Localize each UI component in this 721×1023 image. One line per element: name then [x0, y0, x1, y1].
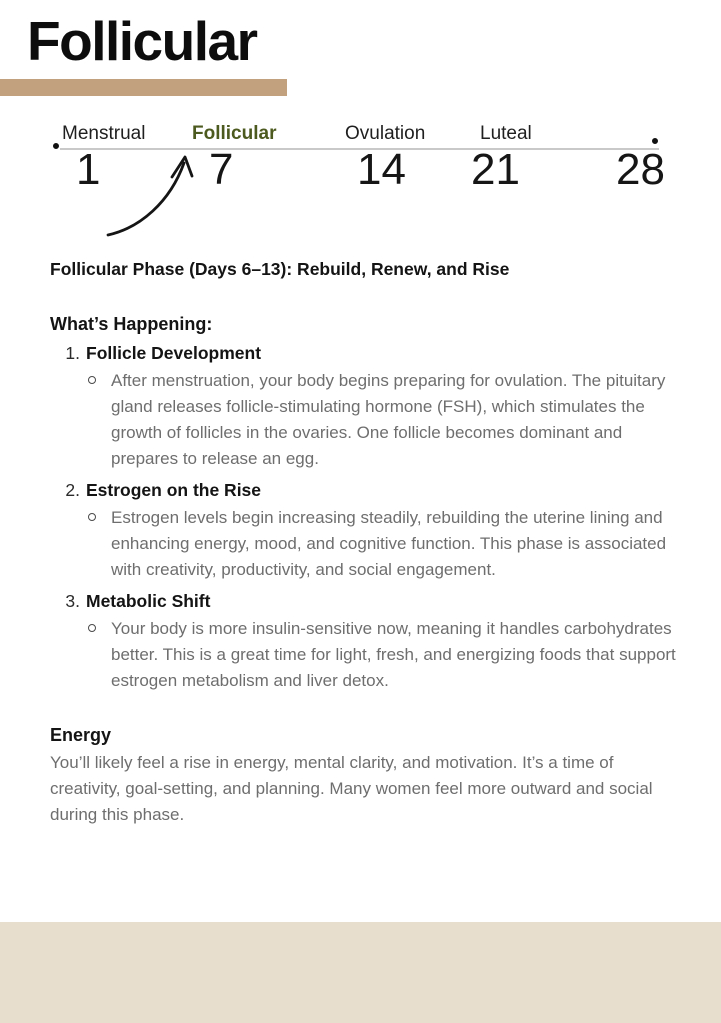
list-item-title: Estrogen on the Rise: [86, 480, 262, 500]
footer-accent-block: [0, 922, 721, 1023]
timeline-day-1: 1: [76, 145, 101, 194]
list-item-body: After menstruation, your body begins preparing for ovulation. The pituitary gland releases follicle-stimulating hormone (FSH), which stimulates the growth of follicles in the ovaries. One follicle becomes dominant and prepares to release an egg.: [111, 371, 666, 468]
list-item-body: Estrogen levels begin increasing steadily, rebuilding the uterine lining and enhancing energy, mood, and cognitive function. This phase is associated with creativity, productivity, and social engagement.: [111, 508, 667, 579]
title-accent-bar: [0, 79, 287, 96]
cycle-timeline: [0, 96, 721, 238]
circle-bullet-icon: [88, 624, 96, 632]
list-item-follicle-development: [50, 340, 681, 472]
timeline-day-28: 28: [616, 145, 665, 194]
energy-body: You’ll likely feel a rise in energy, mental clarity, and motivation. It’s a time of creativity, goal-setting, and planning. Many women feel more outward and social during this phase.: [50, 753, 653, 824]
timeline-day-14: 14: [357, 145, 406, 194]
timeline-label-menstrual: Menstrual: [62, 123, 146, 144]
list-item-body: Your body is more insulin-sensitive now, meaning it handles carbohydrates better. This is a great time for light, fresh, and energizing foods that support estrogen metabolism and liver detox.: [111, 619, 676, 690]
energy-heading: Energy: [50, 725, 112, 745]
list-item-title: Metabolic Shift: [86, 591, 211, 611]
timeline-day-21: 21: [471, 145, 520, 194]
curved-arrow-icon: [0, 96, 721, 238]
timeline-label-luteal: Luteal: [480, 123, 532, 144]
timeline-day-7: 7: [209, 145, 234, 194]
list-item-estrogen-rise: [50, 477, 681, 583]
circle-bullet-icon: [88, 513, 96, 521]
list-number: 2.: [65, 480, 80, 500]
list-item-title: Follicle Development: [86, 343, 262, 363]
timeline-label-ovulation: Ovulation: [345, 123, 426, 144]
page-title: Follicular: [27, 10, 257, 72]
circle-bullet-icon: [88, 376, 96, 384]
phase-heading: Follicular Phase (Days 6–13): Rebuild, Renew, and Rise: [50, 259, 510, 279]
list-item-metabolic-shift: [50, 588, 681, 694]
list-number: 3.: [65, 591, 80, 611]
whats-happening-heading: What’s Happening:: [50, 314, 213, 334]
list-number: 1.: [65, 343, 80, 363]
main-content: [0, 238, 721, 828]
timeline-label-follicular: Follicular: [192, 123, 277, 144]
